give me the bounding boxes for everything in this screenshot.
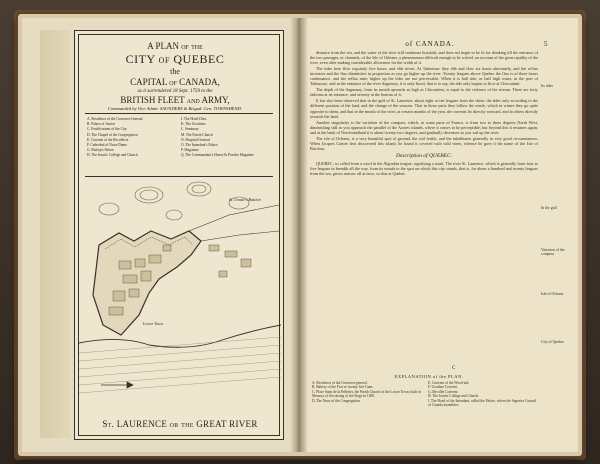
map-title-line5: as it surrendered 18 Sept. 1759 to the [137, 88, 213, 94]
map-title-line4: CAPITAL of CANADA, [130, 77, 220, 88]
legend-item: M. The Parish Church [181, 132, 213, 137]
legend-item: H. The Jesuits' College and Church [87, 153, 138, 158]
map-border [78, 34, 280, 436]
fold-strip [40, 30, 70, 438]
signature-mark: C [452, 366, 456, 371]
map-plate [74, 30, 284, 440]
explanation-item: E. Convent of the Wood-aid. [428, 381, 470, 385]
explanation-item: H. The Jesuits College and Church. [428, 394, 479, 399]
river-water [79, 337, 281, 393]
map-title-line7: Commanded by Vice Admir. SAUNDERS & Brigad. Gen. TOWNSHEND. [107, 106, 243, 111]
explanation-item: G. Recollet Convent. [428, 389, 459, 394]
legend-item: K. The Ursulines [181, 122, 206, 127]
margin-note: City of Quebec [541, 340, 565, 344]
page-number: 5 [544, 40, 548, 48]
explanation-item: D. The Nuns of the Congregation. [312, 398, 361, 403]
legend-item: P. Magazine [181, 148, 199, 153]
explanation-item: A. Residence of the Governor-general. [312, 381, 368, 385]
book-gutter [290, 18, 308, 452]
paragraph: The tides here flow regularly five hours, and ebb seven. At Tadoussac they ebb and flow six hours alternately, and the reflux increases and the flux diminishes in proportion as you go higher up the river. Twenty leagues above Quebec the flux is of three hours continuance, and the reflux nine; higher up the tides are not perceivable. When it is half tide, or half high water, in the port of Tadoussac, and in the entrance of the river Saguenay, it is only flood, that is to say, the tide only begins to flow at Chicoutimi. [310, 66, 538, 87]
running-head: of CANADA. [405, 40, 455, 48]
paragraph: It has also been observed that in the gulf of St. Laurence, about eight or ten leagues from the shore, the tides only according to the different position of the land, and the change of the seasons. That in those parts they follow the winds, which in winter they go quite opposite to them, and that in the mouth of the river, at certain months of the year, the currents let directly seaward, and in others directly towards the land. [310, 98, 538, 119]
legend-item: D. The Chapel of the Congregation [87, 132, 138, 137]
hill-hachures [99, 182, 249, 220]
map-legend-left [87, 117, 177, 159]
legend-item: O. The Intendant's Palace [181, 143, 218, 148]
map-legend-right [181, 117, 271, 159]
legend-item: Q. The Commandant's House & Powder Magazine [181, 153, 254, 158]
paragraph: Another singularity is the variation of the compass, which, in some parts of France, is from two to three degrees North West, diminishing still as you approach the parallel of the Azores islands, where it ceases to be perceptible; but beyond this it resumes again, and at the bank of Newfoundland it is about twenty-two degrees, and gradually decreases as you sail up the river. [310, 119, 538, 135]
city-plan-drawing [79, 175, 281, 403]
explanation-item: F. Ursuline Convent. [428, 385, 458, 390]
legend-item: C. Fortifications of the City [87, 127, 127, 132]
legend-item: A. Residence of the Governor-General [87, 117, 143, 121]
paragraph: The depth of the Saguenay, from its mouth upwards as high as Chicoutimi, is equal to the violence of the stream. There are forty fathoms at its entrance, and seventy at the bottom of it. [310, 87, 538, 98]
paragraph: The isle of Orleans, is a very beautiful spot of ground, the soil fertile, and the inhabitants generally in very good circumstances. When Jacques Cartier first discovered this island, he found it covered with wild vines, whence he gave it the name of the Isle of Bacchus. [310, 135, 538, 151]
city-wall [93, 231, 201, 335]
legend-item: F. Cathedral of Notre Dame [87, 143, 127, 148]
explanation-right [428, 381, 538, 407]
explanation-item: I. The Hotel of the Intendant, called the Palace, where the Superior Council of Canada assembles. [428, 398, 537, 408]
margin-note: Variation of the compass [541, 248, 565, 257]
margin-note: In the gulf [541, 206, 557, 210]
map-title-line3: the [170, 67, 180, 77]
paragraph-quebec: QUEBEC, so called from a word in the Algonkin tongue, signifying a strait. The river St. Laurence, which is generally from four to five leagues in breadth all the way, from its mouth to the spot on which this city stands, that is, for about a hundred and twenty leagues from the sea, grows narrow all at once, so that at Quebec [310, 160, 538, 177]
map-label-road: St. Ursule's Bastion [229, 197, 261, 202]
explanation-title: EXPLANATION of the PLAN. [394, 374, 464, 379]
legend-item: L. Seminary [181, 127, 199, 132]
legend-item: B. Palace of Justice [87, 122, 116, 127]
explanation-item: C. Place Saint de la Pelletier, the Parish Church of the Lower Town, built in Memory of the raising of the Siege in 1690. [312, 389, 421, 399]
margin-note: Its tides [541, 84, 553, 88]
body-text [310, 50, 538, 177]
river-label: St. LAURENCE or the GREAT RIVER [102, 419, 258, 429]
map-title [83, 41, 267, 112]
section-heading: Description of QUEBEC. [395, 152, 453, 159]
map-title-line1: A PLAN of the [147, 41, 203, 51]
explanation-item: B. Battery of the Fort or twenty-five Guns. [312, 385, 374, 390]
legend-item: N. Hospital General [181, 137, 210, 142]
legend-item: I. The Hotel Dieu [181, 117, 207, 121]
legend-item: G. Bishop's Palace [87, 148, 114, 153]
margin-note: Isle of Orleans [541, 292, 564, 296]
legend-item: E. Convent of the Recollects [87, 137, 129, 142]
explanation-left [312, 381, 422, 403]
paragraph: distance from the sea, and the water of the river still continues brackish, and does not begin to be fit for drinking till the entrance of the two passages, or channels, of the Isle of Orleans; a phenomenon difficult enough to be solved, on account of the great rapidity of the river, even after making considerable allowance for the width of it. [310, 50, 538, 66]
map-legend [85, 113, 273, 177]
map-title-line6: BRITISH FLEET and ARMY, [120, 94, 230, 105]
map-label-lower-town: Lower Town [143, 321, 163, 326]
map-title-line2: CITY of QUEBEC [125, 52, 225, 67]
